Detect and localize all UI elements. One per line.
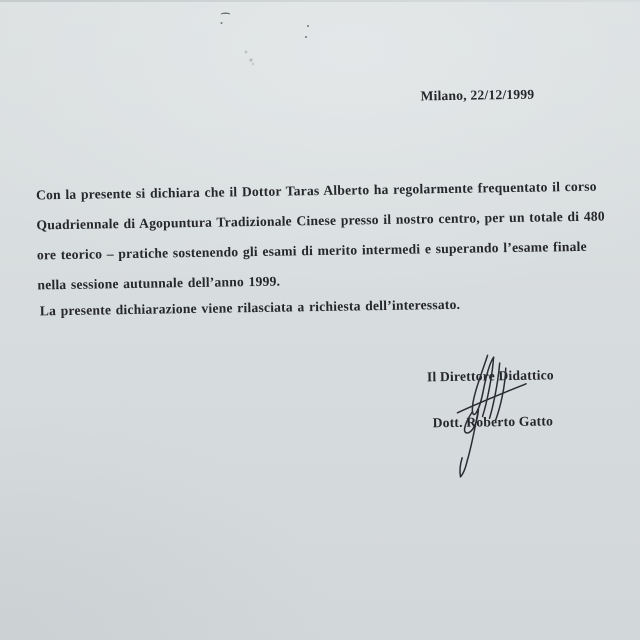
declaration-line-2: Quadriennale di Agopuntura Tradizionale Cinese presso il nostro centro, per un totale di 480 [36, 208, 605, 233]
signatory-name: Dott. Roberto Gatto [432, 413, 554, 431]
declaration-line-3: ore teorico – pratiche sostenendo gli esami di merito intermedi e superando l’esame finale [36, 238, 587, 263]
small-curved-pen-mark-icon [218, 11, 232, 29]
declaration-line-1: Con la presente si dichiara che il Dottor Taras Alberto ha regolarmente frequentato il corso [35, 178, 597, 203]
date-line: Milano, 22/12/1999 [420, 86, 535, 104]
declaration-paragraph [35, 172, 605, 301]
signatory-title: Il Direttore Didattico [426, 367, 554, 385]
closing-statement: La presente dichiarazione viene rilasciata a richiesta dell’interessato. [39, 296, 461, 319]
signature-scribble-icon [440, 348, 552, 485]
double-dot-mark-icon [303, 23, 311, 41]
faint-ink-smudge-icon [242, 48, 256, 66]
declaration-line-4: nella sessione autunnale dell’anno 1999. [37, 273, 281, 293]
